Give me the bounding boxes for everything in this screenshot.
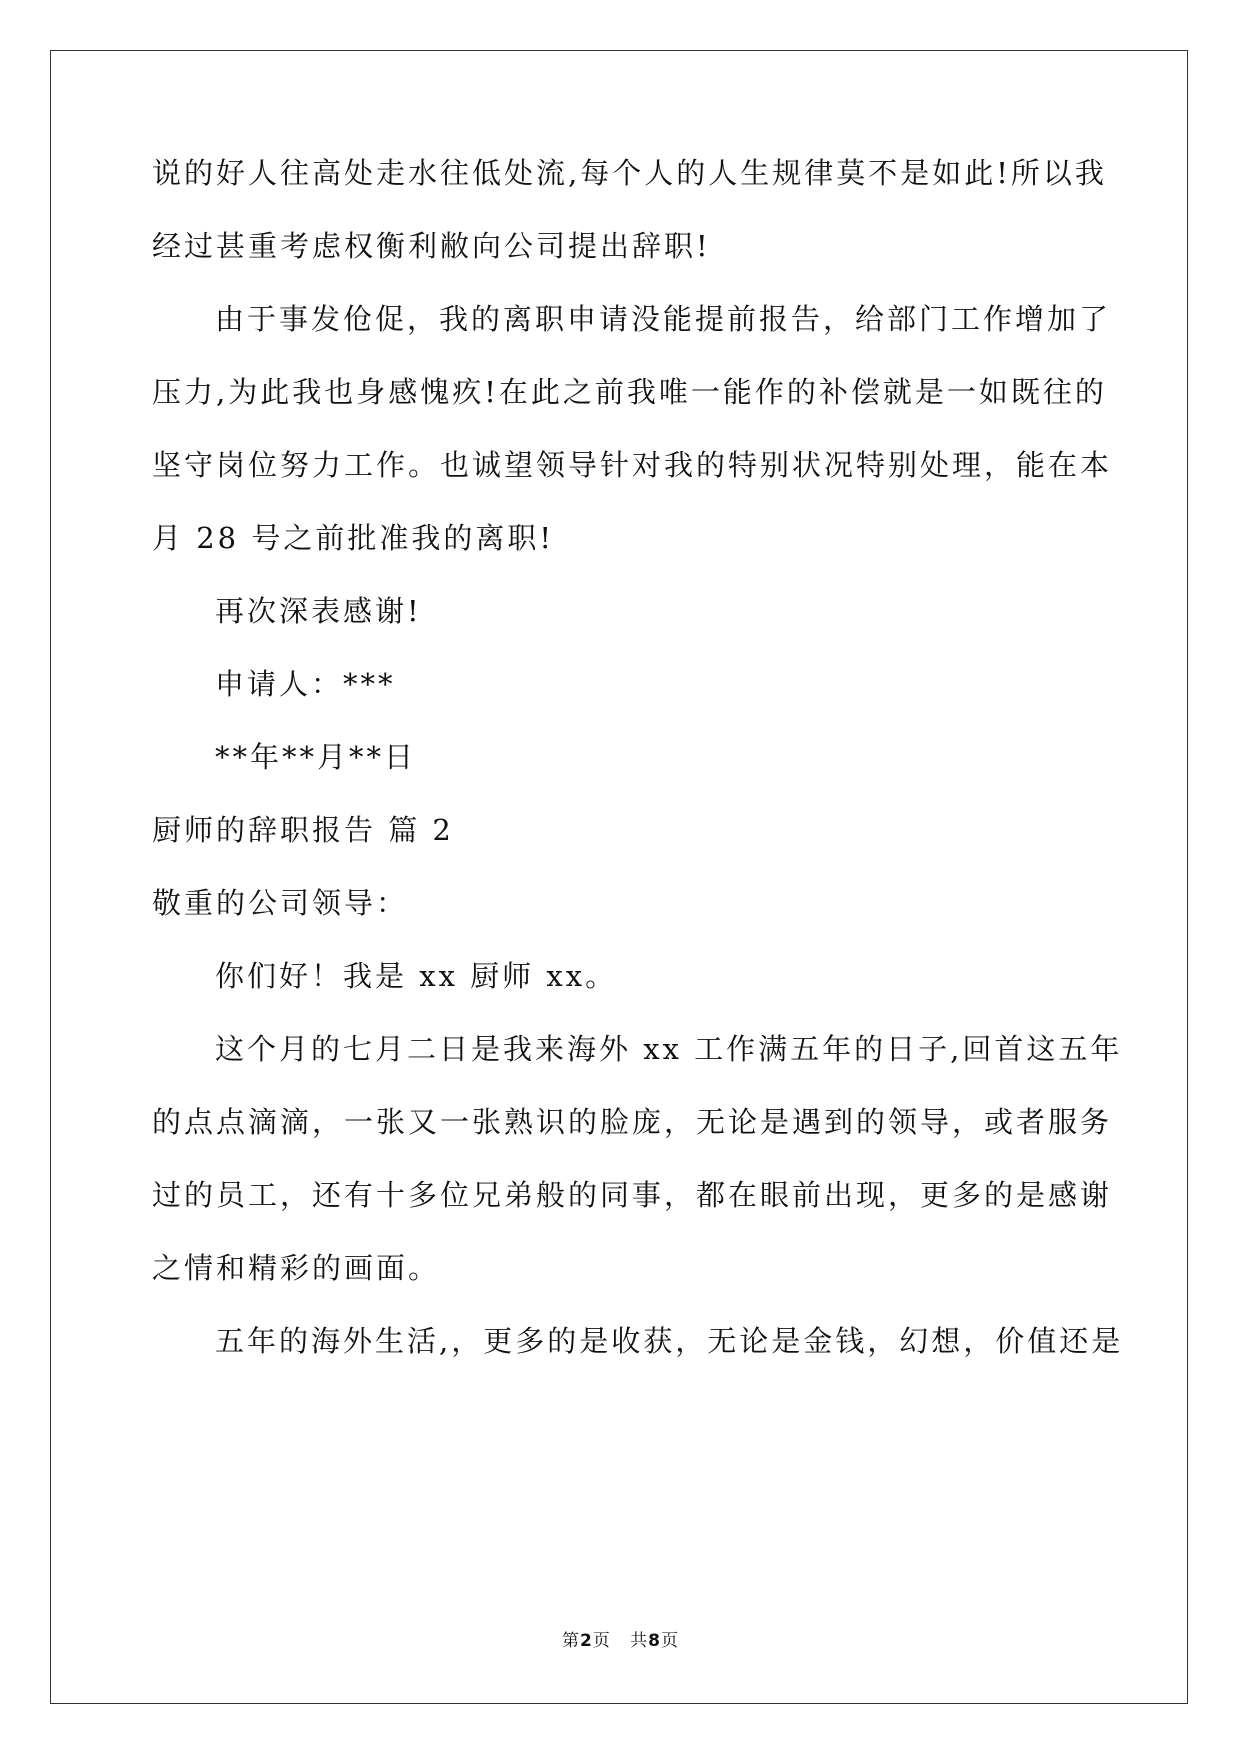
greeting-line: 你们好！我是 xx 厨师 xx。 xyxy=(215,959,618,993)
page-footer xyxy=(0,1626,1241,1651)
text-line: 之情和精彩的画面。 xyxy=(152,1251,441,1285)
text-line: 压力,为此我也身感愧疚!在此之前我唯一能作的补偿就是一如既往的 xyxy=(152,375,1107,409)
text-line: 月 28 号之前批准我的离职! xyxy=(152,521,554,555)
text-line: 五年的海外生活,，更多的是收获，无论是金钱，幻想，价值还是 xyxy=(215,1324,1124,1358)
text-line: 过的员工，还有十多位兄弟般的同事，都在眼前出现，更多的是感谢 xyxy=(152,1178,1113,1212)
section-heading: 厨师的辞职报告 篇 2 xyxy=(152,813,454,847)
current-page-number: 2 xyxy=(580,1631,593,1651)
text-line: 说的好人往高处走水往低处流,每个人的人生规律莫不是如此!所以我 xyxy=(152,156,1107,190)
date-line: **年**月**日 xyxy=(215,740,417,774)
salutation: 敬重的公司领导： xyxy=(152,886,409,920)
text-line: 经过甚重考虑权衡利敝向公司提出辞职! xyxy=(152,229,711,263)
footer-suffix: 页 xyxy=(660,1631,679,1651)
total-pages-number: 8 xyxy=(648,1631,661,1651)
applicant-line: 申请人：*** xyxy=(215,667,396,701)
text-line: 由于事发伧促，我的离职申请没能提前报告，给部门工作增加了 xyxy=(215,302,1112,336)
footer-prefix: 第 xyxy=(562,1631,581,1651)
footer-mid: 页 共 xyxy=(592,1631,649,1651)
closing-thanks: 再次深表感谢! xyxy=(215,594,422,628)
text-line: 坚守岗位努力工作。也诚望领导针对我的特别状况特别处理，能在本 xyxy=(152,448,1113,482)
text-line: 这个月的七月二日是我来海外 xx 工作满五年的日子,回首这五年 xyxy=(215,1032,1123,1066)
text-line: 的点点滴滴，一张又一张熟识的脸庞，无论是遇到的领导，或者服务 xyxy=(152,1105,1113,1139)
